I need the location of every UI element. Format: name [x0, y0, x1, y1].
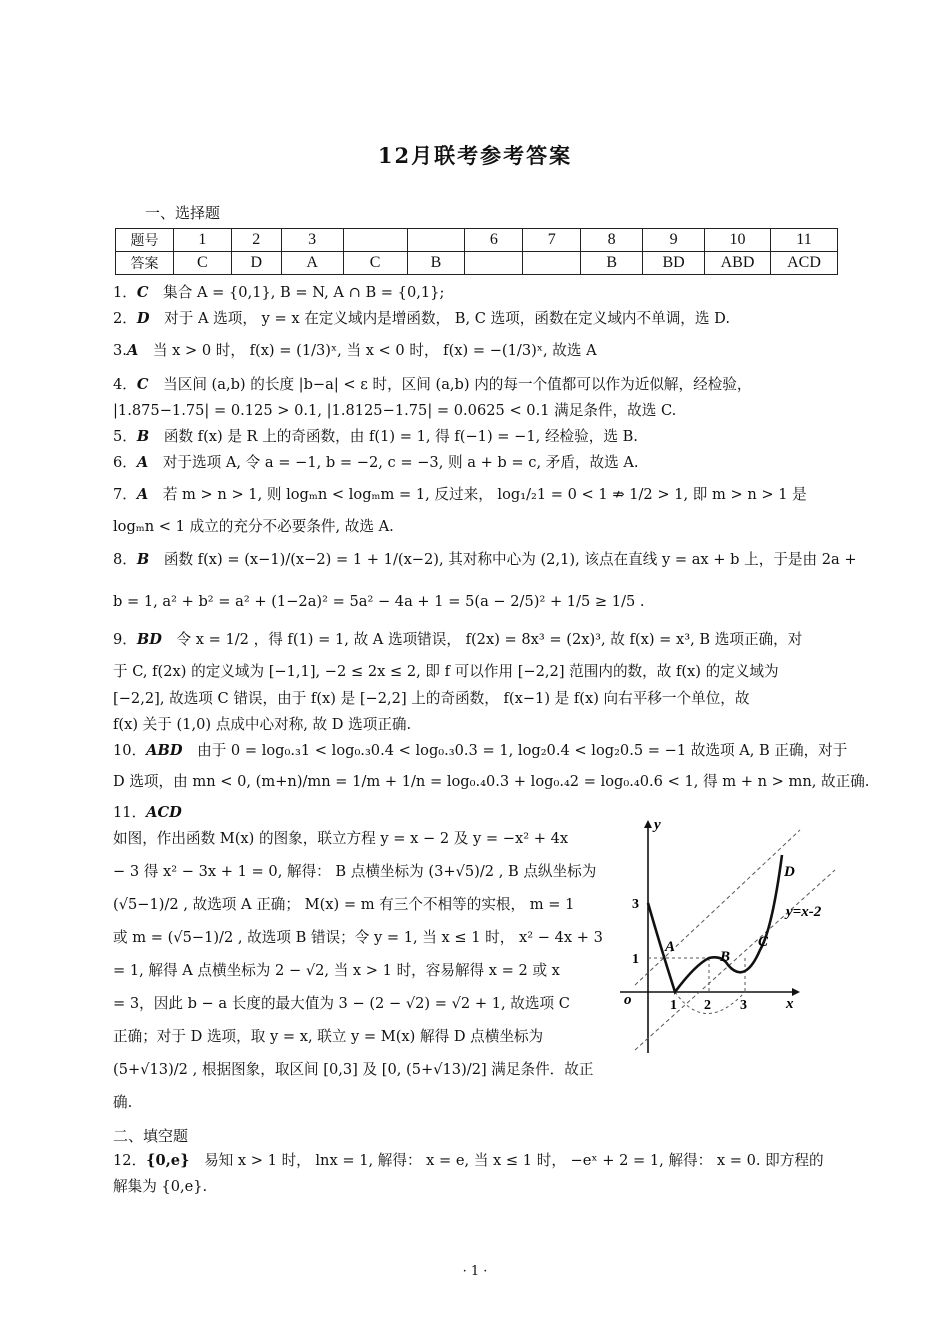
item-answer: C — [136, 376, 149, 393]
section-heading-fill: 二、填空题 — [113, 1127, 189, 1145]
table-cell — [465, 252, 523, 275]
item-text: 当 x > 0 时， f(x) = (1/3)ˣ, 当 x < 0 时， f(x) = −(1/3)ˣ, 故选 A — [152, 342, 597, 359]
line-label: y=x-2 — [786, 904, 822, 920]
item-text: 对于 A 选项， y = x 在定义域内是增函数， B, C 选项，函数在定义域内不单调，选 D. — [164, 310, 730, 327]
table-cell: 题号 — [116, 229, 174, 252]
solution-line — [113, 283, 444, 303]
table-cell: 2 — [231, 229, 281, 252]
item-answer: A — [136, 486, 149, 503]
item-text: |1.875−1.75| = 0.125 > 0.1, |1.8125−1.75| = 0.0625 < 0.1 满足条件，故选 C. — [113, 402, 677, 419]
solution-line — [113, 550, 857, 570]
item-text: 对于选项 A, 令 a = −1, b = −2, c = −3, 则 a + b = c, 矛盾，故选 A. — [162, 454, 639, 471]
item-number: 3. — [113, 342, 127, 359]
function-graph-figure — [610, 815, 845, 1060]
table-answer-row — [116, 252, 838, 275]
item-text: 函数 f(x) 是 R 上的奇函数，由 f(1) = 1, 得 f(−1) = −1, 经检验，选 B. — [163, 428, 638, 445]
table-cell: C — [343, 252, 407, 275]
point-c-label: C — [758, 934, 769, 950]
table-cell: BD — [643, 252, 705, 275]
answer-table — [115, 228, 838, 275]
solution-line — [113, 592, 645, 612]
item-text: 令 x = 1/2 ，得 f(1) = 1, 故 A 选项错误， f(2x) = 8x³ = (2x)³, 故 f(x) = x³, B 选项正确，对 — [176, 631, 803, 648]
item11-line: (5+√13)/2 , 根据图象，取区间 [0,3] 及 [0, (5+√13)/2] 满足条件．故正 — [113, 1061, 594, 1078]
function-curve — [648, 855, 782, 992]
solution-line — [113, 741, 847, 761]
table-header-row — [116, 229, 838, 252]
item-number: 11． — [113, 804, 147, 821]
item-answer: B — [136, 428, 150, 445]
solution-line — [113, 689, 750, 709]
item-number: 1． — [113, 284, 137, 301]
item-number: 4． — [113, 376, 137, 393]
tick-y3: 3 — [632, 897, 639, 912]
table-cell: 3 — [281, 229, 343, 252]
item-answer: B — [136, 551, 150, 568]
table-cell: D — [231, 252, 281, 275]
item11-line: 正确；对于 D 选项，取 y = x, 联立 y = M(x) 解得 D 点横坐标为 — [113, 1028, 544, 1045]
item-text: logₘn < 1 成立的充分不必要条件, 故选 A. — [113, 518, 394, 535]
table-cell: C — [173, 252, 231, 275]
item-text: 易知 x > 1 时， lnx = 1, 解得： x = e, 当 x ≤ 1 时， −eˣ + 2 = 1, 解得： x = 0. 即方程的 — [204, 1152, 824, 1169]
tick-x2: 2 — [704, 998, 711, 1013]
item11-line: = 1, 解得 A 点横坐标为 2 − √2, 当 x > 1 时，容易解得 x = 2 或 x — [113, 962, 560, 979]
item11-line: − 3 得 x² − 3x + 1 = 0, 解得： B 点横坐标为 (3+√5)/2 , B 点纵坐标为 — [113, 863, 597, 880]
item-text: [−2,2], 故选项 C 错误，由于 f(x) 是 [−2,2] 上的奇函数， f(x−1) 是 f(x) 向右平移一个单位，故 — [113, 690, 750, 707]
item-text: D 选项，由 mn < 0, (m+n)/mn = 1/m + 1/n = log₀.₄0.3 + log₀.₄2 = log₀.₄0.6 < 1, 得 m + n > mn, 故正确. — [113, 773, 870, 790]
point-a-label: A — [665, 939, 676, 955]
table-cell: 6 — [465, 229, 523, 252]
solution-line — [113, 772, 869, 792]
solution-line — [113, 341, 597, 361]
item-text: 若 m > n > 1, 则 logₘn < logₘm = 1, 反过来， log₁/₂1 = 0 < 1 ⇏ 1/2 > 1, 即 m > n > 1 是 — [162, 486, 807, 503]
item-answer: A — [126, 342, 139, 359]
table-cell: 1 — [173, 229, 231, 252]
section-heading-choice: 一、选择题 — [145, 204, 221, 222]
table-cell: B — [407, 252, 465, 275]
table-cell — [343, 229, 407, 252]
table-cell: 10 — [705, 229, 771, 252]
item-text: 函数 f(x) = (x−1)/(x−2) = 1 + 1/(x−2), 其对称中心为 (2,1), 该点在直线 y = ax + b 上，于是由 2a + — [163, 551, 857, 568]
item-text: 解集为 {0,e}. — [113, 1178, 208, 1195]
page-title: 12月联考参考答案 — [377, 143, 573, 168]
item-text: 于 C, f(2x) 的定义域为 [−1,1], −2 ≤ 2x ≤ 2, 即 f 可以作用 [−2,2] 范围内的数，故 f(x) 的定义域为 — [113, 663, 779, 680]
item11-line: 确. — [113, 1094, 133, 1111]
solution-line — [113, 309, 730, 329]
table-cell — [407, 229, 465, 252]
tick-x1: 1 — [670, 998, 677, 1013]
item-answer: BD — [136, 631, 162, 648]
item-text: f(x) 关于 (1,0) 点成中心对称, 故 D 选项正确. — [113, 716, 412, 733]
item-answer: A — [136, 454, 149, 471]
solution-line — [113, 715, 411, 735]
item-text: 当区间 (a,b) 的长度 |b−a| < ε 时，区间 (a,b) 内的每一个值都可以作为近似解，经检验， — [163, 376, 752, 393]
item11-line: 或 m = (√5−1)/2 , 故选项 B 错误；令 y = 1, 当 x ≤ 1 时， x² − 4x + 3 — [113, 929, 603, 946]
solution-line — [113, 1151, 824, 1171]
origin-label: o — [624, 992, 632, 1008]
solution-line — [113, 517, 394, 537]
x-axis-label: x — [786, 996, 794, 1012]
solution-line — [113, 453, 639, 473]
item-number: 10． — [113, 742, 147, 759]
solution-line — [113, 427, 638, 447]
table-cell: 11 — [770, 229, 837, 252]
point-b-label: B — [720, 949, 731, 965]
item-text: 集合 A = {0,1}, B = N, A ∩ B = {0,1}; — [163, 284, 445, 301]
item-answer: D — [136, 310, 150, 327]
solution-line — [113, 485, 807, 505]
tick-y1: 1 — [632, 952, 639, 967]
item-answer: C — [136, 284, 149, 301]
item-number: 2． — [113, 310, 137, 327]
table-cell: 7 — [523, 229, 581, 252]
solution-line — [113, 662, 779, 682]
item11-line: (√5−1)/2 , 故选项 A 正确； M(x) = m 有三个不相等的实根， m = 1 — [113, 896, 575, 913]
dashed-line-upper — [635, 830, 800, 985]
item-number: 9． — [113, 631, 137, 648]
table-cell: ABD — [705, 252, 771, 275]
item-text: 由于 0 = log₀.₃1 < log₀.₃0.4 < log₀.₃0.3 = 1, log₂0.4 < log₂0.5 = −1 故选项 A, B 正确，对于 — [197, 742, 848, 759]
tick-x3: 3 — [740, 998, 747, 1013]
item-number: 5． — [113, 428, 137, 445]
y-axis-label: y — [654, 817, 661, 833]
item-number: 8． — [113, 551, 137, 568]
item11-line: = 3，因此 b − a 长度的最大值为 3 − (2 − √2) = √2 + 1, 故选项 C — [113, 995, 570, 1012]
item-answer: ACD — [146, 804, 182, 821]
solution-line — [113, 803, 182, 823]
solution-line — [113, 1177, 207, 1197]
item11-line: 如图，作出函数 M(x) 的图象，联立方程 y = x − 2 及 y = −x² + 4x — [113, 830, 569, 847]
item-number: 12． — [113, 1152, 147, 1169]
solution-line — [113, 401, 676, 421]
solution-line — [113, 630, 802, 650]
item-text: b = 1, a² + b² = a² + (1−2a)² = 5a² − 4a + 1 = 5(a − 2/5)² + 1/5 ≥ 1/5 . — [113, 593, 645, 610]
table-cell: B — [581, 252, 643, 275]
item-answer: {0,e} — [146, 1152, 190, 1169]
x-axis-arrow-icon — [792, 988, 800, 996]
item-number: 7． — [113, 486, 137, 503]
table-cell: 9 — [643, 229, 705, 252]
item-answer: ABD — [146, 742, 183, 759]
item11-explanation — [113, 829, 603, 1126]
y-axis-arrow-icon — [644, 820, 652, 828]
point-d-label: D — [784, 864, 795, 880]
page-number: · 1 · — [462, 1264, 488, 1279]
table-cell: ACD — [770, 252, 837, 275]
table-cell: 8 — [581, 229, 643, 252]
table-cell: A — [281, 252, 343, 275]
table-cell — [523, 252, 581, 275]
item-number: 6． — [113, 454, 137, 471]
solution-line — [113, 375, 752, 395]
table-cell: 答案 — [116, 252, 174, 275]
